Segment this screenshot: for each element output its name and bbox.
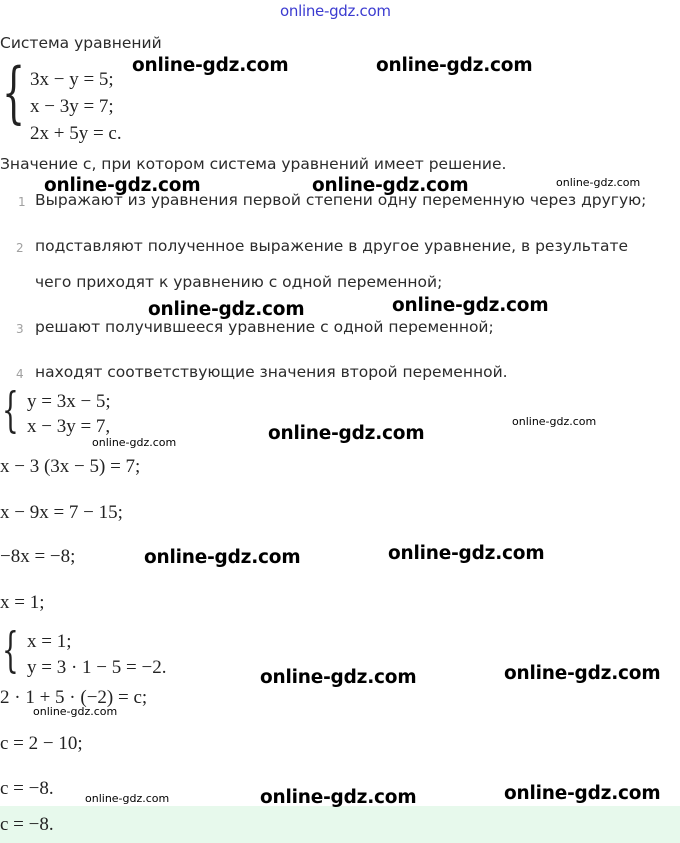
step-number-2: 2 <box>16 241 24 255</box>
step-text-4: находят соответствующие значения второй переменной. <box>35 363 508 381</box>
watermark: online-gdz.com <box>312 175 469 196</box>
system1-eq2: x − 3y = 7; <box>30 96 114 117</box>
solution-line-1: x − 3 (3x − 5) = 7; <box>0 456 141 477</box>
solution-line-2: x − 9x = 7 − 15; <box>0 502 123 523</box>
system1-eq3: 2x + 5y = c. <box>30 123 122 144</box>
solution-line-4: x = 1; <box>0 592 45 613</box>
step-text-2: подставляют полученное выражение в другое уравнение, в результате <box>35 237 629 255</box>
step-number-4: 4 <box>16 367 24 381</box>
answer-text: c = −8. <box>0 814 54 835</box>
system2-brace: { <box>2 382 19 438</box>
system3-eq2: y = 3 · 1 − 5 = −2. <box>27 657 167 678</box>
watermark: online-gdz.com <box>148 299 305 320</box>
step-text-3: решают получившееся уравнение с одной переменной; <box>35 318 494 336</box>
watermark: online-gdz.com <box>504 783 661 804</box>
watermark: online-gdz.com <box>44 175 201 196</box>
watermark-small: online-gdz.com <box>512 415 597 428</box>
watermark-small: online-gdz.com <box>556 176 641 189</box>
watermark: online-gdz.com <box>392 295 549 316</box>
step-text-1: Выражают из уравнения первой степени одну переменную через другую; <box>35 191 647 209</box>
solution-line-7: c = −8. <box>0 778 54 799</box>
watermark: online-gdz.com <box>144 547 301 568</box>
watermark: online-gdz.com <box>132 55 289 76</box>
watermark-small: online-gdz.com <box>92 436 177 449</box>
solution-line-3: −8x = −8; <box>0 546 76 567</box>
watermark-small: online-gdz.com <box>85 792 170 805</box>
watermark: online-gdz.com <box>376 55 533 76</box>
solution-line-6: c = 2 − 10; <box>0 733 83 754</box>
page-title: Система уравнений <box>0 34 162 52</box>
watermark: online-gdz.com <box>388 543 545 564</box>
system1-eq1: 3x − y = 5; <box>30 69 114 90</box>
watermark-small: online-gdz.com <box>33 705 118 718</box>
solution-line-5: 2 · 1 + 5 · (−2) = c; <box>0 687 148 708</box>
step-number-3: 3 <box>16 322 24 336</box>
system2-eq2: x − 3y = 7, <box>27 416 111 437</box>
system3-brace: { <box>2 622 19 678</box>
watermark: online-gdz.com <box>260 787 417 808</box>
answer-box <box>0 806 680 843</box>
system1-brace: { <box>2 54 26 131</box>
step-number-1: 1 <box>18 195 26 209</box>
step-text-2-cont: чего приходят к уравнению с одной переменной; <box>35 273 443 291</box>
watermark-top: online-gdz.com <box>280 2 391 20</box>
system2-eq1: y = 3x − 5; <box>27 391 111 412</box>
question-text: Значение c, при котором система уравнений имеет решение. <box>0 155 507 173</box>
watermark: online-gdz.com <box>268 423 425 444</box>
system3-eq1: x = 1; <box>27 631 72 652</box>
watermark: online-gdz.com <box>260 667 417 688</box>
watermark: online-gdz.com <box>504 663 661 684</box>
